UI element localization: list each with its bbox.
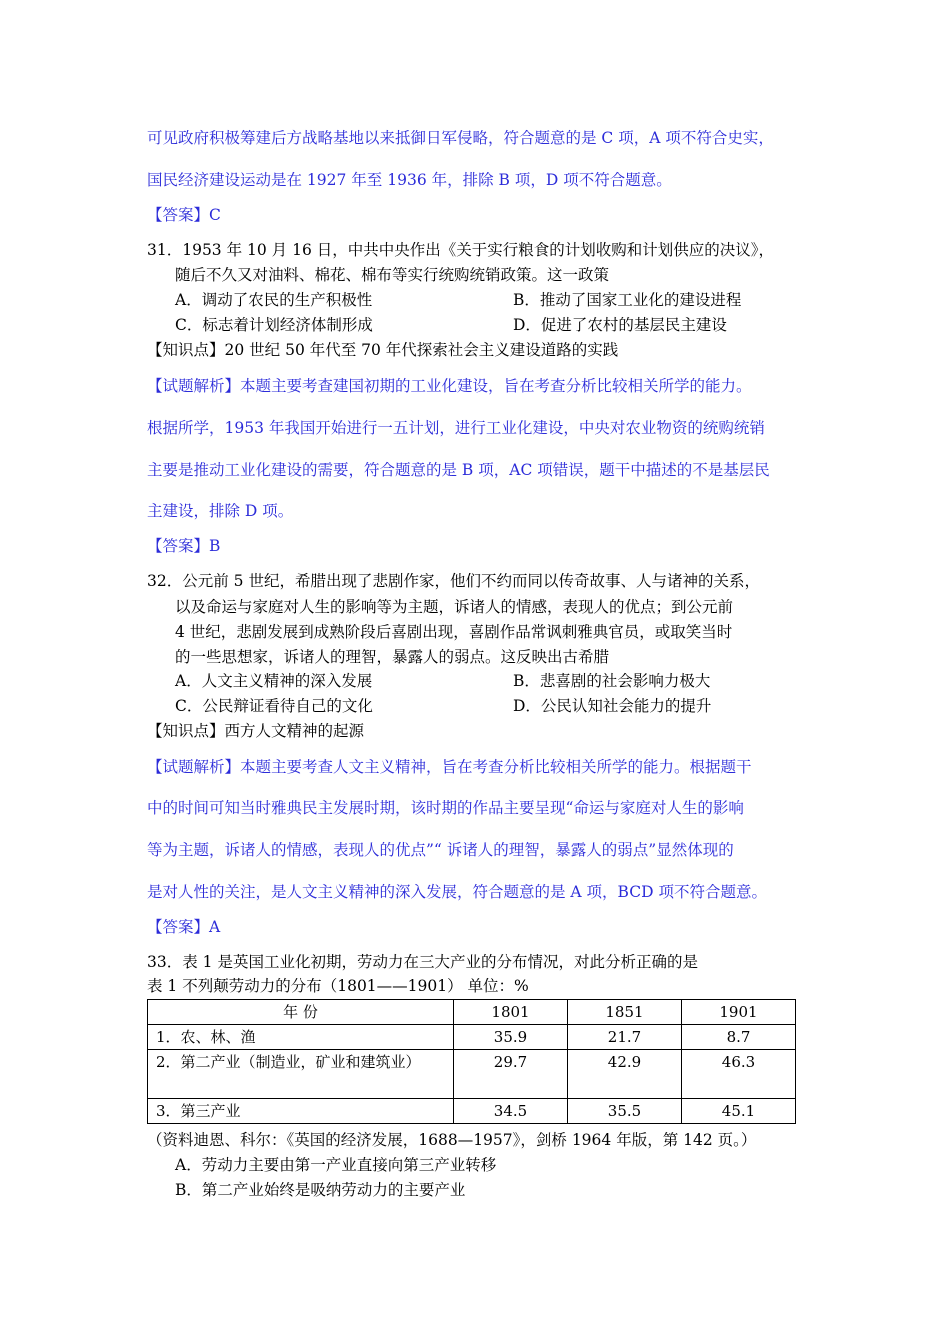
- table-row: [148, 1025, 796, 1050]
- q32-knowledge-point: 【知识点】西方人文精神的起源: [147, 722, 365, 740]
- q31-option-d: D．促进了农村的基层民主建设: [513, 316, 727, 334]
- q33-option-a: A．劳动力主要由第一产业直接向第三产业转移: [175, 1156, 497, 1174]
- q33-table-caption: 表 1 不列颠劳动力的分布（1801——1901） 单位：%: [147, 977, 529, 995]
- q31-answer: 【答案】B: [147, 537, 221, 555]
- prev-analysis-line-2: 国民经济建设运动是在 1927 年至 1936 年，排除 B 项，D 项不符合题意。: [147, 171, 672, 189]
- table-cell: 34.5: [454, 1099, 568, 1124]
- q32-analysis-line-4: 是对人性的关注，是人文主义精神的深入发展，符合题意的是 A 项，BCD 项不符合题意。: [147, 883, 767, 901]
- q32-answer: 【答案】A: [147, 918, 221, 936]
- q31-analysis-line-3: 主要是推动工业化建设的需要，符合题意的是 B 项，AC 项错误，题干中描述的不是基层民: [147, 461, 770, 479]
- table-cell: 45.1: [681, 1099, 795, 1124]
- q31-option-c: C．标志着计划经济体制形成: [175, 316, 373, 334]
- prev-answer: 【答案】C: [147, 206, 221, 224]
- q32-option-b: B．悲喜剧的社会影响力极大: [513, 672, 711, 690]
- q32-option-c: C．公民辩证看待自己的文化: [175, 697, 373, 715]
- prev-analysis-line-1: 可见政府积极筹建后方战略基地以来抵御日军侵略，符合题意的是 C 项，A 项不符合史实，: [147, 129, 774, 147]
- q31-analysis-line-4: 主建设，排除 D 项。: [147, 502, 294, 520]
- table-cell: 2．第二产业（制造业，矿业和建筑业）: [148, 1050, 454, 1099]
- q31-stem-line-1: 31．1953 年 10 月 16 日，中共中央作出《关于实行粮食的计划收购和计划供应的决议》，: [147, 241, 775, 259]
- table-cell: 29.7: [454, 1050, 568, 1099]
- q32-stem-line-3: 4 世纪，悲剧发展到成熟阶段后喜剧出现，喜剧作品常讽刺雅典官员，或取笑当时: [175, 623, 733, 641]
- q32-analysis-line-2: 中的时间可知当时雅典民主发展时期，该时期的作品主要呈现“命运与家庭对人生的影响: [147, 799, 744, 817]
- table-header-cell: 1901: [681, 1000, 795, 1025]
- q33-stem: 33．表 1 是英国工业化初期，劳动力在三大产业的分布情况，对此分析正确的是: [147, 953, 698, 971]
- q32-stem-line-4: 的一些思想家，诉诸人的理智，暴露人的弱点。这反映出古希腊: [175, 648, 610, 666]
- labor-distribution-table: [147, 999, 796, 1124]
- q31-knowledge-point: 【知识点】20 世纪 50 年代至 70 年代探索社会主义建设道路的实践: [147, 341, 619, 359]
- q31-option-a: A．调动了农民的生产积极性: [175, 291, 373, 309]
- q32-stem-line-1: 32．公元前 5 世纪，希腊出现了悲剧作家，他们不约而同以传奇故事、人与诸神的关系，: [147, 572, 760, 590]
- table-cell: 3．第三产业: [148, 1099, 454, 1124]
- q32-option-a: A．人文主义精神的深入发展: [175, 672, 373, 690]
- q31-analysis-line-2: 根据所学，1953 年我国开始进行一五计划，进行工业化建设，中央对农业物资的统购统销: [147, 419, 765, 437]
- table-cell: 35.5: [568, 1099, 682, 1124]
- table-cell: 1．农、林、渔: [148, 1025, 454, 1050]
- q32-stem-line-2: 以及命运与家庭对人生的影响等为主题，诉诸人的情感，表现人的优点；到公元前: [175, 598, 734, 616]
- q31-analysis-line-1: 【试题解析】本题主要考查建国初期的工业化建设，旨在考查分析比较相关所学的能力。: [147, 377, 752, 395]
- table-header-cell: 1801: [454, 1000, 568, 1025]
- table-cell: 46.3: [681, 1050, 795, 1099]
- q32-option-d: D．公民认知社会能力的提升: [513, 697, 712, 715]
- q31-stem-line-2: 随后不久又对油料、棉花、棉布等实行统购统销政策。这一政策: [175, 266, 610, 284]
- table-cell: 42.9: [568, 1050, 682, 1099]
- q31-option-b: B．推动了国家工业化的建设进程: [513, 291, 742, 309]
- table-cell: 8.7: [681, 1025, 795, 1050]
- table-header-row: [148, 1000, 796, 1025]
- table-row: [148, 1099, 796, 1124]
- table-cell: 35.9: [454, 1025, 568, 1050]
- table-row: [148, 1050, 796, 1099]
- table-header-cell: 年 份: [148, 1000, 454, 1025]
- q32-analysis-line-1: 【试题解析】本题主要考查人文主义精神，旨在考查分析比较相关所学的能力。根据题干: [147, 758, 752, 776]
- q33-option-b: B．第二产业始终是吸纳劳动力的主要产业: [175, 1181, 466, 1199]
- table-header-cell: 1851: [568, 1000, 682, 1025]
- q33-table-source: （资料迪恩、科尔：《英国的经济发展，1688—1957》，剑桥 1964 年版，第 142 页。）: [147, 1131, 757, 1149]
- table-cell: 21.7: [568, 1025, 682, 1050]
- q32-analysis-line-3: 等为主题，诉诸人的情感，表现人的优点”“ 诉诸人的理智，暴露人的弱点”显然体现的: [147, 841, 734, 859]
